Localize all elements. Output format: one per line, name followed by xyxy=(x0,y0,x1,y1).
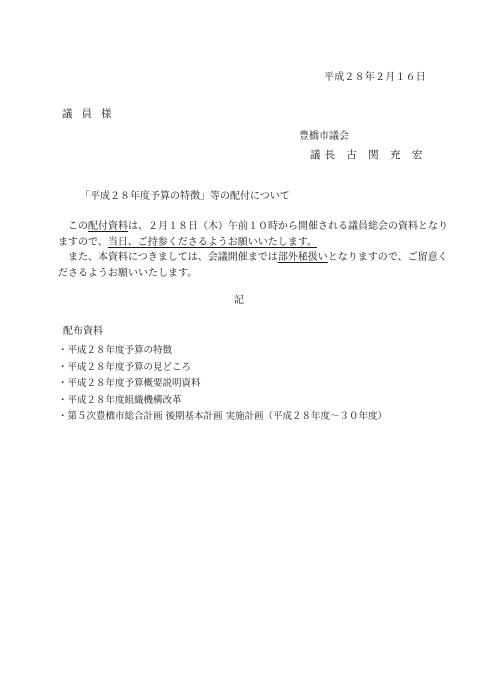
text-span: は、２月１８日（木）午前１０時から開催される議員総会の資料となり xyxy=(128,221,448,232)
paragraph-2-line-1 xyxy=(58,250,448,266)
list-item: ・平成２８年度予算の見どころ xyxy=(58,361,192,373)
paragraph-1-line-2 xyxy=(58,235,428,251)
list-item: ・第５次豊橋市総合計画 後期基本計画 実施計画（平成２８年度～３０年度） xyxy=(58,411,388,422)
text-span: となりますので、ご留意く xyxy=(327,252,448,263)
paragraph-1-line-1 xyxy=(58,219,448,235)
underlined-text: 当日、ご持参くださるようお願いいたします。 xyxy=(107,236,318,248)
document-date: 平成２８年２月１６日 xyxy=(324,72,426,83)
body-paragraph-2 xyxy=(58,250,448,281)
ki-marker: 記 xyxy=(234,295,244,306)
list-heading: 配布資料 xyxy=(63,326,103,337)
underlined-text: 部外秘扱い xyxy=(277,252,328,263)
text-span: ますので、 xyxy=(58,236,108,248)
list-item: ・平成２８年度予算概要説明資料 xyxy=(58,378,201,389)
addressee: 議員様 xyxy=(62,108,121,120)
document-subject: 「平成２８年度予算の特徴」等の配付について xyxy=(80,191,290,202)
text-span: また、本資料につきましては、会議開催までは xyxy=(68,252,278,263)
sender-organization: 豊橋市議会 xyxy=(299,131,349,142)
materials-list xyxy=(58,343,387,426)
sender-name: 議長 古 関 充 宏 xyxy=(310,149,427,161)
list-item: ・平成２８年度組織機構改革 xyxy=(58,394,182,406)
paragraph-2-line-2: ださるようお願いいたします。 xyxy=(58,267,198,279)
list-item: ・平成２８年度予算の特徴 xyxy=(58,345,173,356)
text-span: この xyxy=(68,221,88,232)
underlined-text: 配付資料 xyxy=(88,221,128,232)
body-paragraph-1 xyxy=(58,219,448,250)
